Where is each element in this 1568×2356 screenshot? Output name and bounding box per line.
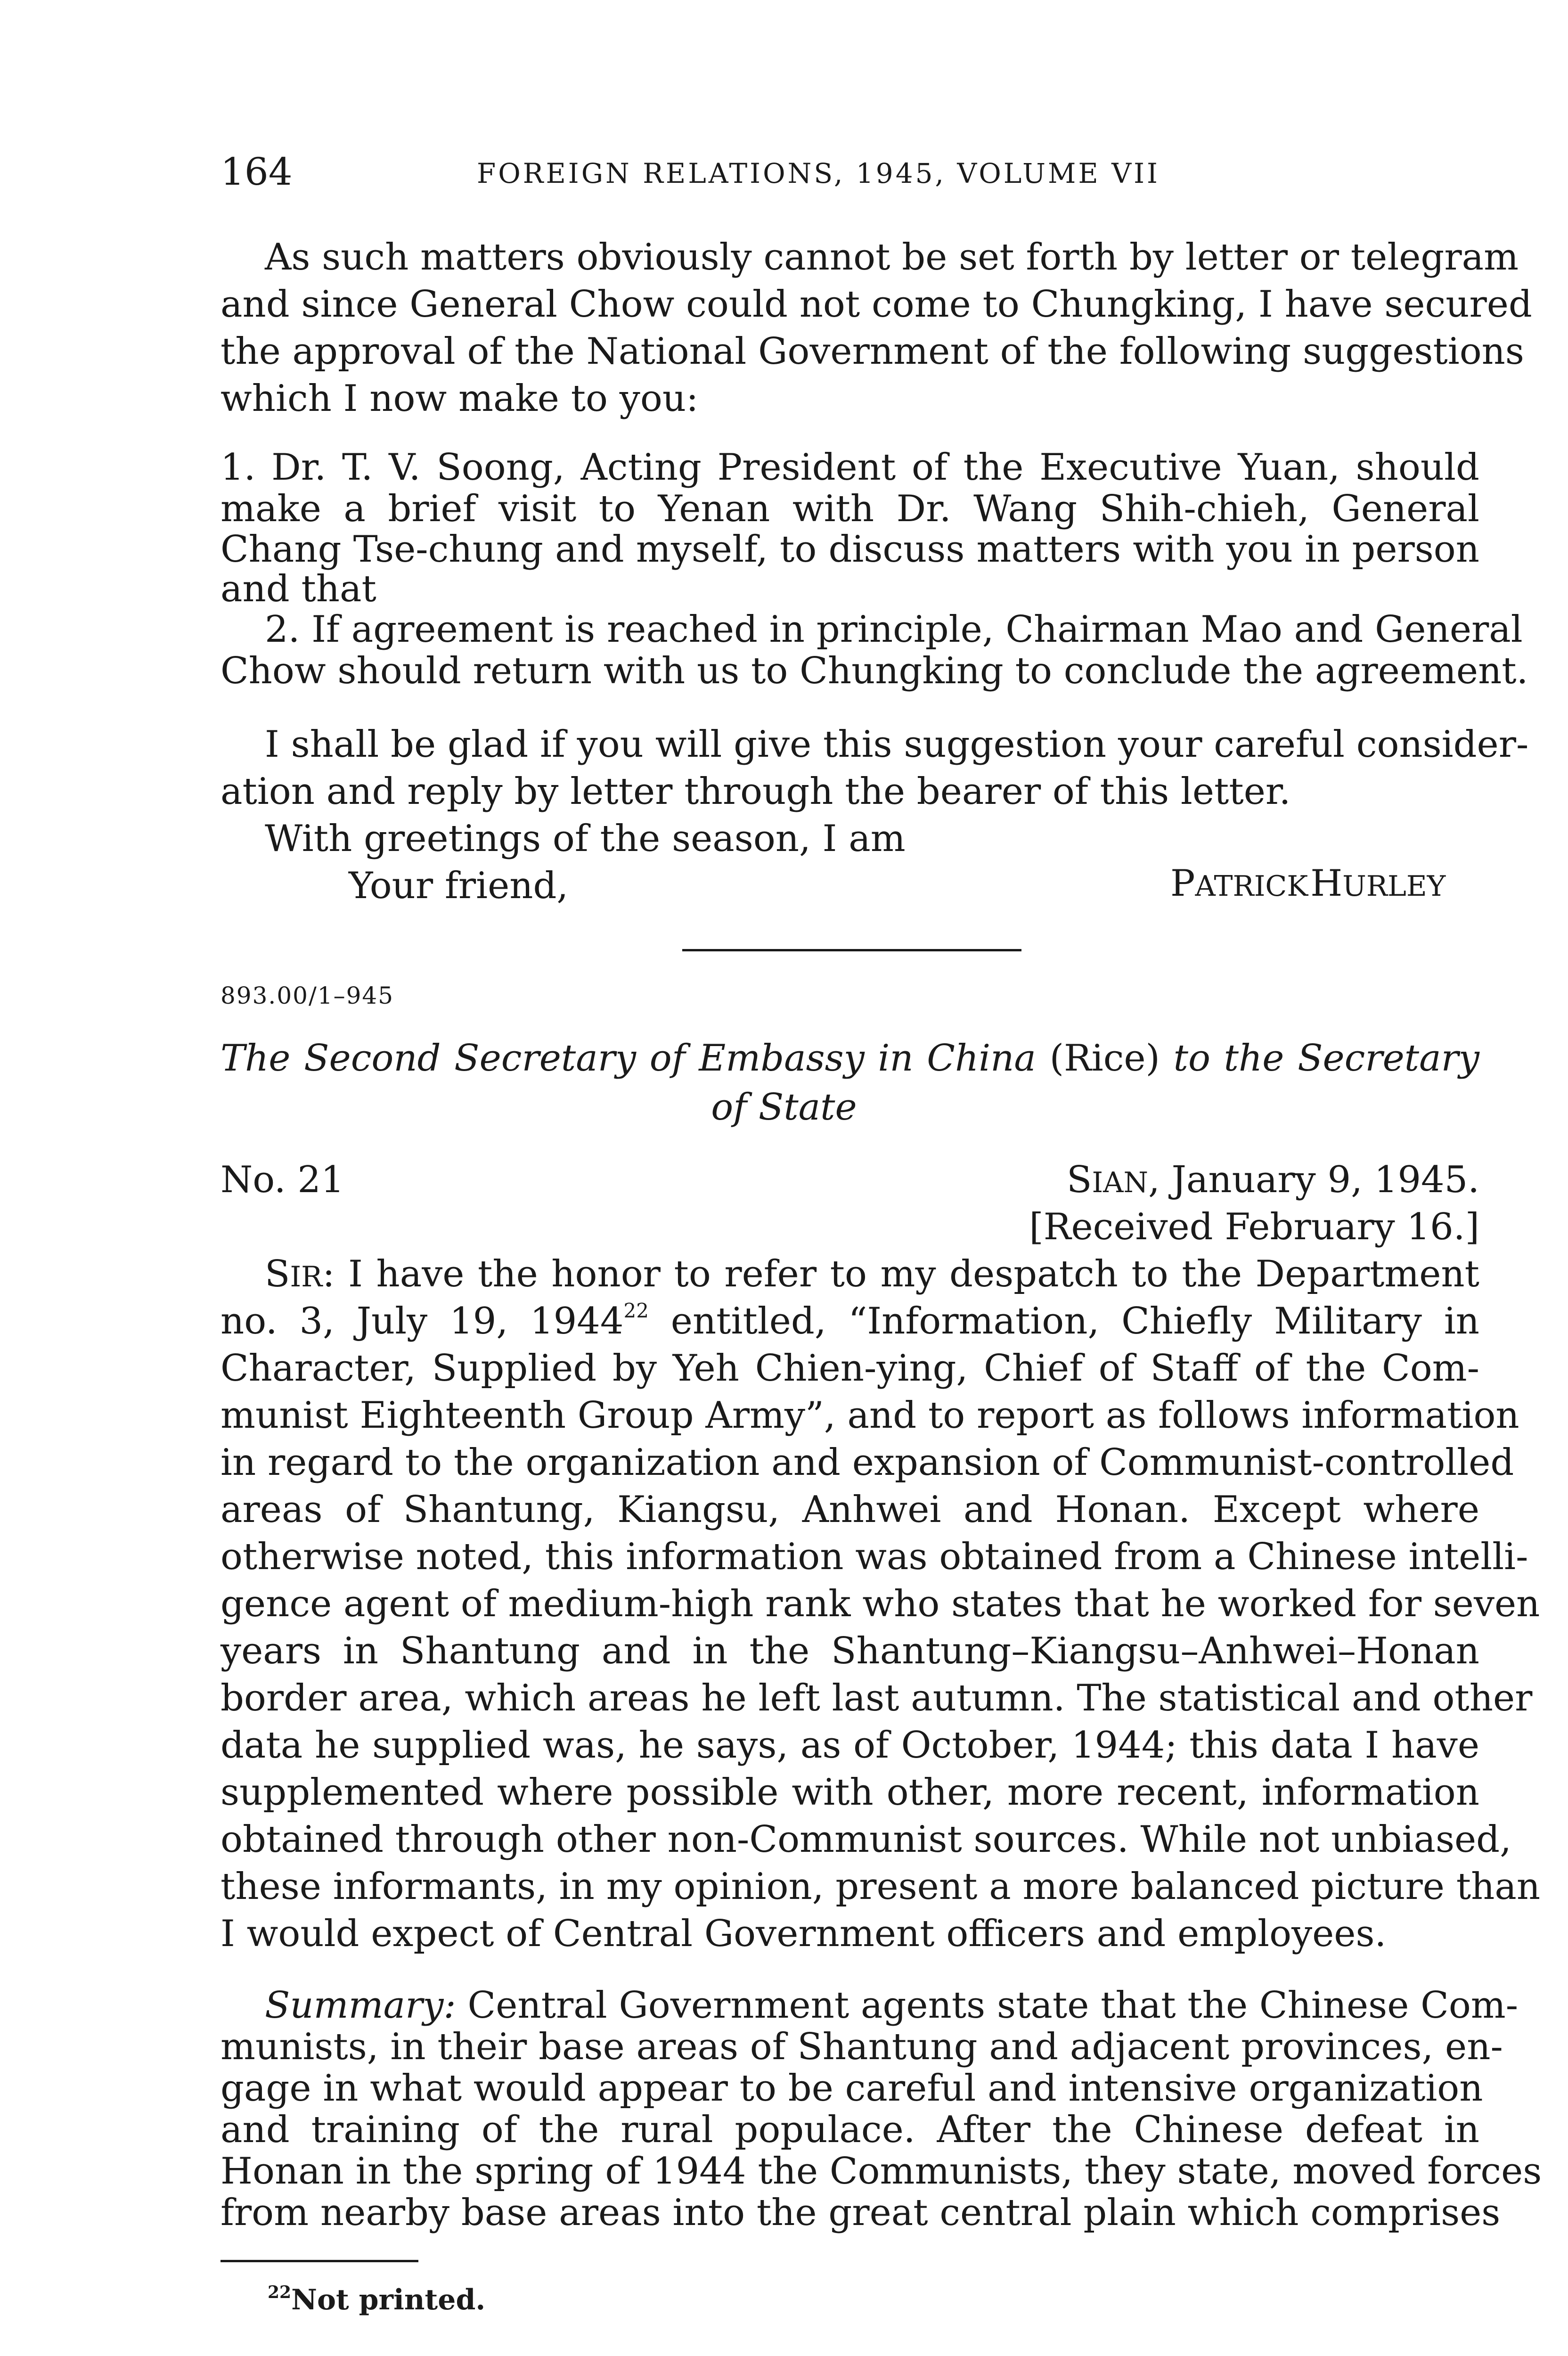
document-heading-line1: The Second Secretary of Embassy in China (Rice) to the Secretary [220, 1037, 1480, 1080]
summary-line: gage in what would appear to be careful and intensive organization [220, 2067, 1483, 2110]
greeting: With greetings of the season, I am [265, 818, 906, 860]
body-line: in regard to the organization and expansion of Communist-controlled [220, 1441, 1514, 1484]
salutation-line: SIR: I have the honor to refer to my despatch to the Department [265, 1253, 1480, 1295]
closing-line: I shall be glad if you will give this suggestion your careful consider- [265, 723, 1529, 766]
suggestion-1-line: 1. Dr. T. V. Soong, Acting President of the Executive Yuan, should [220, 446, 1479, 489]
body-line: gence agent of medium-high rank who states that he worked for seven [220, 1583, 1540, 1625]
document-number: No. 21 [220, 1159, 344, 1201]
footnote-reference: 22 [623, 1299, 649, 1322]
summary-line: from nearby base areas into the great central plain which comprises [220, 2192, 1501, 2234]
summary-line: Honan in the spring of 1944 the Communists, they state, moved forces [220, 2150, 1542, 2192]
section-divider [682, 949, 1021, 951]
body-line: munist Eighteenth Group Army”, and to report as follows information [220, 1394, 1519, 1437]
body-line: supplemented where possible with other, more recent, information [220, 1771, 1479, 1814]
body-line: years in Shantung and in the Shantung–Kiangsu–Anhwei–Honan [220, 1630, 1479, 1672]
complimentary-close: Your friend, [349, 865, 569, 907]
running-title: FOREIGN RELATIONS, 1945, VOLUME VII [477, 157, 1160, 189]
salutation: SIR: [265, 1253, 335, 1295]
body-line: no. 3, July 19, 1944$^{22}$ entitled, “Information, Chiefly Military in [220, 1299, 1479, 1342]
body-line: border area, which areas he left last autumn. The statistical and other [220, 1677, 1533, 1719]
signature: PATRICK HURLEY [1170, 862, 1446, 905]
body-line: data he supplied was, he says, as of October, 1944; this data I have [220, 1724, 1479, 1767]
body-line: these informants, in my opinion, present a more balanced picture than [220, 1865, 1541, 1908]
received-date: [Received February 16.] [1029, 1206, 1479, 1248]
suggestion-1-line: Chang Tse-chung and myself, to discuss matters with you in person [220, 528, 1479, 571]
suggestion-1-line: make a brief visit to Yenan with Dr. Wang Shih-chieh, General [220, 488, 1479, 530]
body-line: I would expect of Central Government officers and employees. [220, 1913, 1387, 1955]
summary-label: Summary: [265, 1984, 456, 2027]
summary-line: munists, in their base areas of Shantung and adjacent provinces, en- [220, 2026, 1503, 2068]
intro-line: the approval of the National Government of the following suggestions [220, 330, 1524, 373]
intro-line: which I now make to you: [220, 377, 699, 420]
body-line: obtained through other non-Communist sources. While not unbiased, [220, 1818, 1511, 1861]
body-line: Character, Supplied by Yeh Chien-ying, Chief of Staff of the Com- [220, 1347, 1479, 1390]
summary-line: Summary: Central Government agents state that the Chinese Com- [265, 1984, 1519, 2027]
suggestion-1-line: and that [220, 568, 376, 610]
intro-line: As such matters obviously cannot be set forth by letter or telegram [265, 236, 1519, 278]
footnote-rule [220, 2260, 418, 2262]
body-line: otherwise noted, this information was obtained from a Chinese intelli- [220, 1536, 1528, 1578]
footnote-marker: 22 [268, 2282, 292, 2302]
body-line: areas of Shantung, Kiangsu, Anhwei and Honan. Except where [220, 1489, 1479, 1531]
suggestion-2-line: 2. If agreement is reached in principle, Chairman Mao and General [265, 608, 1523, 651]
file-number: 893.00/1–945 [220, 982, 394, 1009]
intro-line: and since General Chow could not come to Chungking, I have secured [220, 283, 1532, 326]
closing-line: ation and reply by letter through the bearer of this letter. [220, 770, 1291, 813]
footnote: $^{22}$Not printed. [268, 2282, 486, 2316]
summary-line: and training of the rural populace. After the Chinese defeat in [220, 2109, 1479, 2151]
document-heading-line2: of State [711, 1086, 857, 1129]
place-date: SIAN, January 9, 1945. [1067, 1159, 1479, 1201]
page-number: 164 [220, 150, 293, 194]
suggestion-2-line: Chow should return with us to Chungking to conclude the agreement. [220, 650, 1528, 692]
